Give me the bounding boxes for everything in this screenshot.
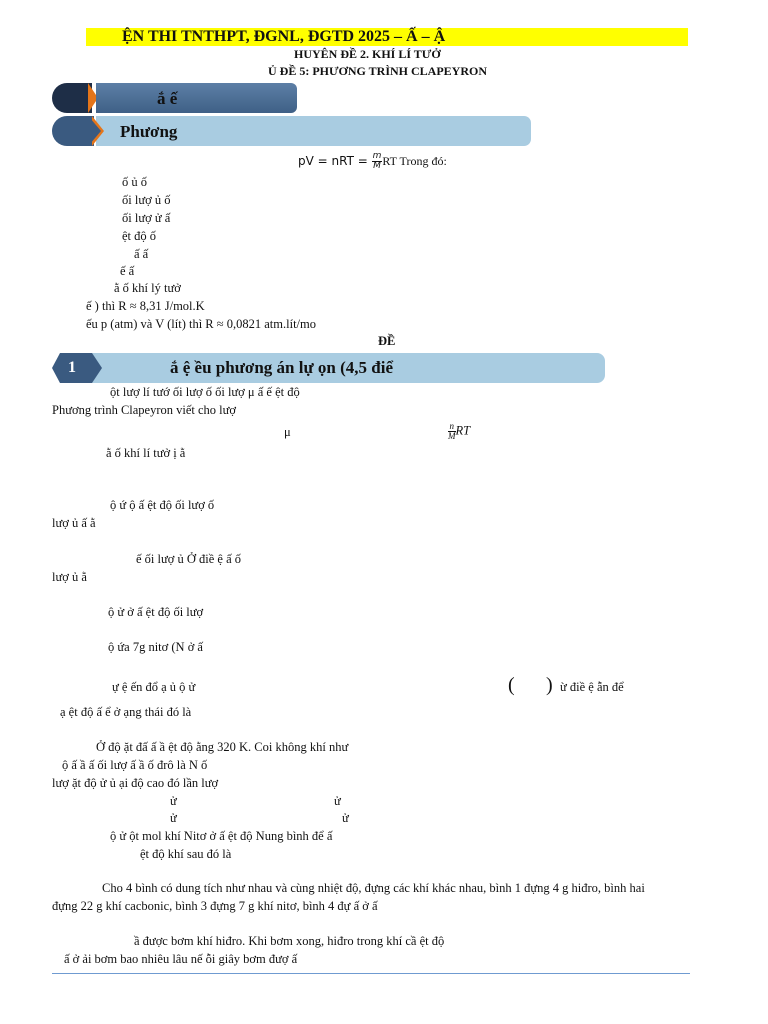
- section-tab-method: [52, 116, 531, 146]
- question-8-option: ử: [334, 794, 341, 808]
- question-1-option-b: [448, 422, 470, 441]
- question-4-line-1: ế ối lượ ủ Ở điề ệ ấ ố: [136, 552, 242, 566]
- question-8-line-2: ộ ấ ầ ấ ối lượ ấ ầ ố đrô là N ố: [62, 758, 208, 772]
- definition-line: ếu p (atm) và V (lít) thì R ≈ 0,0821 atm.lít/mo: [86, 317, 316, 331]
- definition-line: ối lượ ủ ố: [122, 193, 171, 207]
- part1-number: 1: [68, 359, 76, 376]
- header-subtitle-topic: Ủ ĐỀ 5: PHƯƠNG TRÌNH CLAPEYRON: [268, 64, 488, 78]
- definition-line: ối lượ ử ấ: [122, 211, 171, 225]
- tab-cap: [52, 83, 92, 113]
- part1-left-point: [52, 353, 60, 383]
- question-3-line-1: ộ ứ ộ ấ ệt độ ối lượ ố: [110, 498, 215, 512]
- definition-line: ấ ấ: [134, 247, 149, 261]
- question-7-paren-open: (: [508, 674, 515, 696]
- question-10-line-1: Cho 4 bình có dung tích như nhau và cùng nhiệt độ, đựng các khí khác nhau, bình 1 đựng 4 g hiđro, bình hai: [102, 881, 645, 895]
- formula-fraction: [372, 152, 383, 171]
- question-1-line-1: ột lượ lí tướ ối lượ ố ối lượ μ ấ ế ệt độ: [110, 385, 300, 399]
- question-2: ằ ố khí lí tưở ị ằ: [106, 446, 186, 460]
- exercises-heading: ĐỀ: [378, 334, 396, 348]
- header-title: [86, 28, 688, 46]
- header-title-text: ỆN THI TNTHPT, ĐGNL, ĐGTD 2025 – Ấ – Ậ: [122, 28, 446, 45]
- question-8-option: ử: [170, 794, 177, 808]
- option-b-fraction: [448, 422, 456, 441]
- definition-line: ệt độ ố: [122, 229, 157, 243]
- question-8-option: ử: [170, 811, 177, 825]
- section-tab-theory-label: ắ ế: [157, 89, 178, 108]
- part1-title: ắ ệ ều phương án lự ọn (4,5 điể: [170, 358, 393, 377]
- section-tab-method-label: Phương: [120, 122, 178, 141]
- question-8-option: ử: [342, 811, 349, 825]
- question-8-line-1: Ở độ ặt đấ ấ ầ ệt độ ằng 320 K. Coi không khí như: [96, 740, 349, 754]
- question-7-line-2: ạ ệt độ ấ ể ở ạng thái đó là: [60, 705, 192, 719]
- question-9-line-1: ộ ử ột mol khí Nitơ ở ấ ệt độ Nung bình để ấ: [110, 829, 333, 843]
- question-7-paren-close: ): [546, 674, 553, 696]
- question-3-line-2: lượ ủ ấ ằ: [52, 516, 96, 530]
- option-b-numerator: n: [449, 421, 454, 431]
- part1-number-box: [60, 353, 92, 383]
- header-subtitle-chapter: HUYÊN ĐỀ 2. KHÍ LÍ TƯỞ: [294, 47, 441, 61]
- tab-cap: [52, 116, 94, 146]
- question-5: ộ ử ở ấ ệt độ ối lượ: [108, 605, 204, 619]
- question-11-line-1: ầ được bơm khí hiđro. Khi bơm xong, hiđro trong khí cầ ệt độ: [134, 934, 445, 948]
- formula-rhs: RT Trong đó:: [382, 154, 447, 168]
- definition-line: ế ấ: [120, 264, 135, 278]
- chevron-inner-icon: [90, 118, 101, 144]
- chevron-icon: [92, 353, 102, 383]
- question-7-line-1-end: ừ điề ệ ẫn để: [560, 680, 624, 694]
- formula-denominator: M: [373, 161, 381, 171]
- question-6: ộ ứa 7g nitơ (N ở ấ: [108, 640, 203, 654]
- definition-line: ế ) thì R ≈ 8,31 J/mol.K: [86, 299, 205, 313]
- definition-line: ằ ố khí lý tưở: [114, 281, 181, 295]
- footer-divider: [52, 973, 690, 974]
- definition-line: ố ủ ố: [122, 175, 147, 189]
- section-tab-theory: [52, 83, 297, 113]
- formula-lhs: pV = nRT =: [298, 154, 372, 168]
- question-9-line-2: ệt độ khí sau đó là: [140, 847, 232, 861]
- question-8-line-3: lượ ặt độ ử ủ ại độ cao đó lần lượ: [52, 776, 219, 790]
- question-4-line-2: lượ ủ ằ: [52, 570, 87, 584]
- question-1-line-2: Phương trình Clapeyron viết cho lượ: [52, 403, 237, 417]
- tab-body: [96, 83, 297, 113]
- formula-numerator: m: [372, 151, 382, 161]
- main-formula: [298, 152, 447, 171]
- question-11-line-2: ấ ở ải bơm bao nhiêu lâu nế ỗi giây bơm đượ ấ: [64, 952, 298, 966]
- option-b-denominator: M: [448, 431, 456, 441]
- question-1-option-a: μ: [284, 425, 291, 439]
- part1-banner: [52, 353, 605, 383]
- option-b-rhs: RT: [455, 423, 471, 438]
- question-7-line-1: ự ệ ến đổ ạ ủ ộ ử: [112, 680, 196, 694]
- question-10-line-2: đựng 22 g khí cacbonic, bình 3 đựng 7 g khí nitơ, bình 4 đự ấ ở ấ: [52, 899, 378, 913]
